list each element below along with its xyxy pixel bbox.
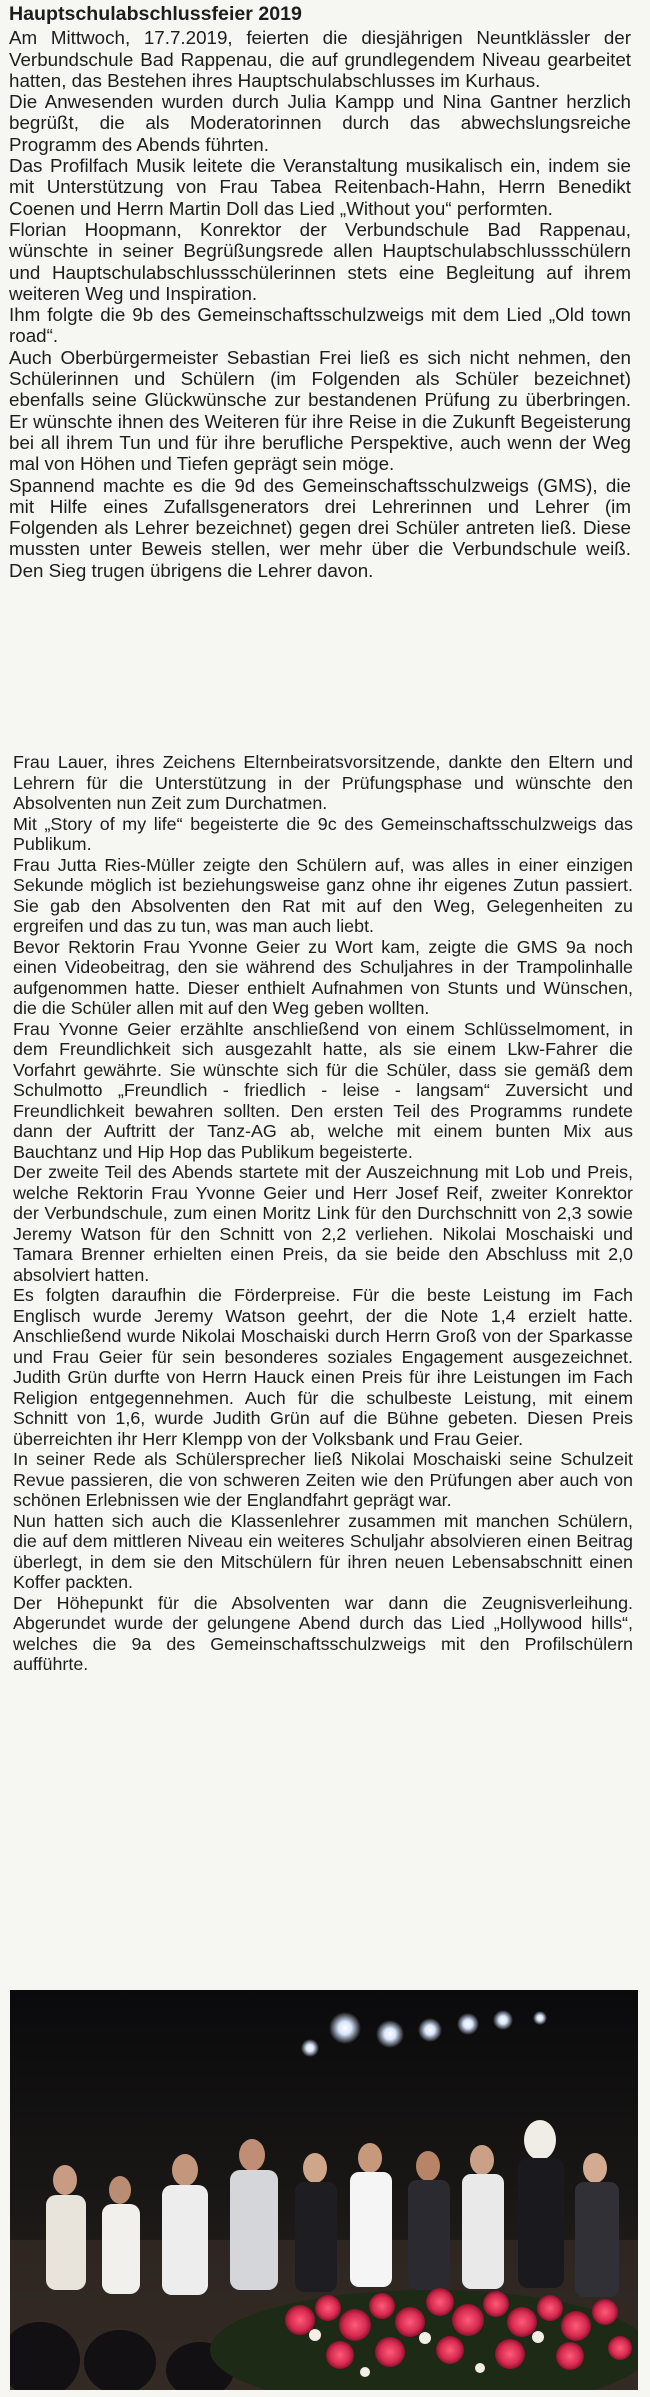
- paragraph: Das Profilfach Musik leitete die Veranstaltung musikalisch ein, indem sie mit Unterstützung von Frau Tabea Reitenbach-Hahn, Herrn Benedikt Coenen und Herrn Martin Doll das Lied „Without you“ performten.: [9, 155, 631, 219]
- paragraph: Florian Hoopmann, Konrektor der Verbundschule Bad Rappenau, wünschte in seiner Begrüßungsrede allen Hauptschulabschlussschülern und Hauptschulabschlussschülerinnen stets eine Begleitung auf ihrem weiteren Weg und Inspiration.: [9, 218, 631, 304]
- article-title: Hauptschulabschlussfeier 2019: [9, 3, 302, 25]
- paragraph: In seiner Rede als Schülersprecher ließ Nikolai Moschaiski seine Schulzeit Revue passieren, die von schweren Zeiten wie den Prüfungen aber auch von schönen Erlebnissen wie der Englandfahrt geprägt war.: [13, 1449, 633, 1510]
- paragraph: Nun hatten sich auch die Klassenlehrer zusammen mit manchen Schülern, die auf dem mittleren Niveau ein weiteres Schuljahr absolvieren einen Beitrag überlegt, in dem sie den Mitschülern für ihren neuen Lebensabschnitt einen Koffer packten.: [13, 1510, 633, 1592]
- paragraph: Am Mittwoch, 17.7.2019, feierten die diesjährigen Neuntklässler der Verbundschule Bad Rappenau, die auf grundlegendem Niveau gearbeitet hatten, das Bestehen ihres Hauptschulabschlusses im Kurhaus.: [9, 27, 631, 91]
- event-photo: [10, 1990, 638, 2390]
- paragraph: Frau Jutta Ries-Müller zeigte den Schülern auf, was alles in einer einzigen Sekunde möglich ist beziehungsweise ganz ohne ihr eigenes Zutun passiert. Sie gab den Absolventen den Rat mit auf den Weg, Gelegenheiten zu ergreifen und das zu tun, was man auch liebt.: [13, 854, 633, 936]
- stage-photo-illustration: [10, 1990, 638, 2390]
- article-first-column: [9, 4, 631, 581]
- paragraph: Es folgten daraufhin die Förderpreise. Für die beste Leistung im Fach Englisch wurde Jeremy Watson geehrt, der die Note 1,4 erzielt hatte. Anschließend wurde Nikolai Moschaiski durch Herrn Groß von der Sparkasse und Frau Geier für sein besonderes soziales Engagement ausgezeichnet. Judith Grün durfte von Herrn Hauck einen Preis für ihre Leistungen im Fach Religion entgegennehmen. Auch für die schulbeste Leistung, mit einem Schnitt von 1,6, wurde Judith Grün auf die Bühne gebeten. Diesen Preis überreichten ihr Herr Klempp von der Volksbank und Frau Geier.: [13, 1285, 633, 1449]
- paragraph: Ihm folgte die 9b des Gemeinschaftsschulzweigs mit dem Lied „Old town road“.: [9, 304, 631, 347]
- paragraph: Der Höhepunkt für die Absolventen war dann die Zeugnisverleihung. Abgerundet wurde der gelungene Abend durch das Lied „Hollywood hills“, welches die 9a des Gemeinschaftsschulzweigs mit den Profilschülern aufführte.: [13, 1592, 633, 1674]
- paragraph: Mit „Story of my life“ begeisterte die 9c des Gemeinschaftsschulzweigs das Publikum.: [13, 813, 633, 854]
- paragraph: Frau Yvonne Geier erzählte anschließend von einem Schlüsselmoment, in dem Freundlichkeit sich ausgezahlt hatte, als sie einem Lkw-Fahrer die Vorfahrt gewährte. Sie wünschte sich für die Schüler, dass sie gemäß dem Schulmotto „Freundlich - friedlich - leise - langsam“ Zuversicht und Freundlichkeit bewahren sollten. Den ersten Teil des Programms rundete dann der Auftritt der Tanz-AG ab, welche mit einem bunten Mix aus Bauchtanz und Hip Hop das Publikum begeisterte.: [13, 1018, 633, 1162]
- article-second-column: [13, 752, 633, 1675]
- paragraph: Der zweite Teil des Abends startete mit der Auszeichnung mit Lob und Preis, welche Rektorin Frau Yvonne Geier und Herr Josef Reif, zweiter Konrektor der Verbundschule, zum einen Moritz Link für den Durchschnitt von 2,3 sowie Jeremy Watson für den Schnitt von 2,2 verliehen. Nikolai Moschaiski und Tamara Brenner erhielten einen Preis, da sie beide den Abschluss mit 2,0 absolviert hatten.: [13, 1162, 633, 1285]
- paragraph: Die Anwesenden wurden durch Julia Kampp und Nina Gantner herzlich begrüßt, die als Moderatorinnen durch das abwechslungsreiche Programm des Abends führten.: [9, 91, 631, 155]
- paragraph: Auch Oberbürgermeister Sebastian Frei ließ es sich nicht nehmen, den Schülerinnen und Schülern (im Folgenden als Schüler bezeichnet) ebenfalls seine Glückwünsche zur bestandenen Prüfung zu überbringen. Er wünschte ihnen des Weiteren für ihre Reise in die Zukunft Begeisterung bei all ihrem Tun und für ihre berufliche Perspektive, auch wenn der Weg mal von Höhen und Tiefen geprägt sein möge.: [9, 346, 631, 475]
- paragraph: Bevor Rektorin Frau Yvonne Geier zu Wort kam, zeigte die GMS 9a noch einen Videobeitrag, den sie während des Schuljahres in der Trampolinhalle aufgenommen hatte. Dieser enthielt Aufnahmen von Stunts und Wünschen, die die Schüler allen mit auf den Weg geben wollten.: [13, 936, 633, 1018]
- paragraph: Frau Lauer, ihres Zeichens Elternbeiratsvorsitzende, dankte den Eltern und Lehrern für die Unterstützung in der Prüfungsphase und wünschte den Absolventen nun Zeit zum Durchatmen.: [13, 752, 633, 813]
- paragraph: Spannend machte es die 9d des Gemeinschaftsschulzweigs (GMS), die mit Hilfe eines Zufallsgenerators drei Lehrerinnen und Lehrer (im Folgenden als Lehrer bezeichnet) gegen drei Schüler antreten ließ. Diese mussten unter Beweis stellen, wer mehr über die Verbundschule weiß. Den Sieg trugen übrigens die Lehrer davon.: [9, 474, 631, 581]
